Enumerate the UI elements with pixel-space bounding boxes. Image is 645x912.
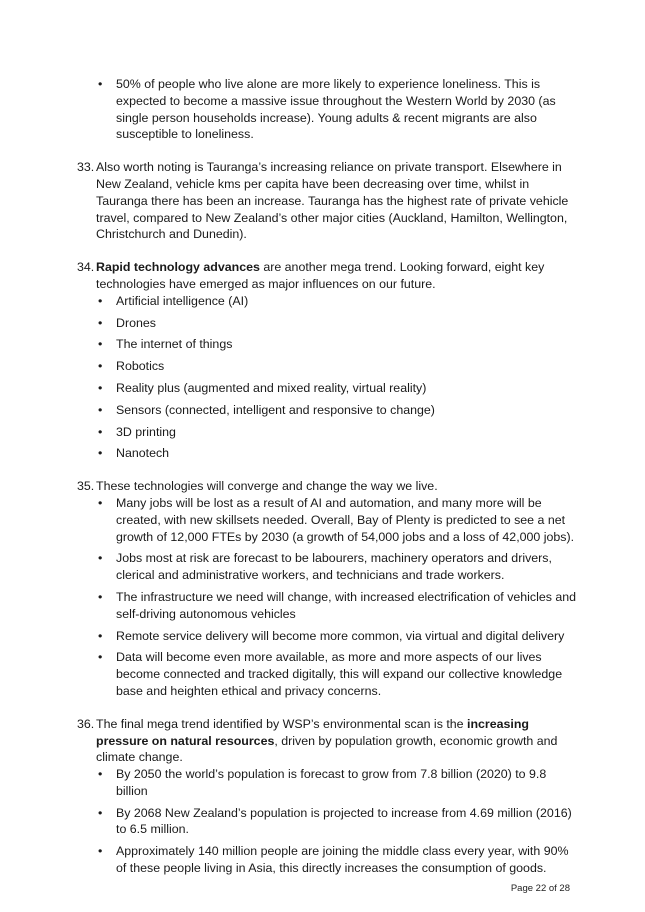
bullet-tech: • Nanotech (96, 445, 577, 462)
item-text: These technologies will converge and change the way we live. (96, 479, 438, 494)
bullet-impact: • Many jobs will be lost as a result of AI and automation, and many more will be created, with new skillsets needed. Overall, Bay of Plenty is predicted to see a net growth of 12,000 FTEs by 2030 (a growth of 54,000 jobs and a loss of 42,000 jobs). (96, 495, 577, 545)
bullet-tech: • Artificial intelligence (AI) (96, 293, 577, 310)
item-bold-text: increasing pressure on natural resources (96, 716, 529, 748)
item-number: 36. (77, 716, 95, 731)
bullet-resources: • Approximately 140 million people are joining the middle class every year, with 90% of these people living in Asia, this directly increases the consumption of goods. (96, 843, 577, 877)
bullet-impact: • The infrastructure we need will change, with increased electrification of vehicles and self-driving autonomous vehicles (96, 589, 577, 623)
bullet-tech: • Drones (96, 315, 577, 332)
bullet-impact: • Jobs most at risk are forecast to be labourers, machinery operators and drivers, clerical and administrative workers, and technicians and trade workers. (96, 550, 577, 584)
bullet-impact: • Data will become even more available, as more and more aspects of our lives become connected and tracked digitally, this will expand our collective knowledge base and heighten ethical and privacy concerns. (96, 649, 577, 699)
item-text: Also worth noting is Tauranga’s increasing reliance on private transport. Elsewhere in New Zealand, vehicle kms per capita have been decreasing over time, whilst in Tauranga there has been an increase. Tauranga has the highest rate of private vehicle travel, compared to New Zealand’s other major cities (Auckland, Hamilton, Wellington, Christchurch and Dunedin). (96, 160, 569, 242)
item-35 (77, 478, 577, 700)
bullet-tech: • The internet of things (96, 336, 577, 353)
item-number: 34. (77, 260, 95, 275)
item-36 (77, 716, 577, 877)
bullet-loneliness: • 50% of people who live alone are more likely to experience loneliness. This is expected to become a massive issue throughout the Western World by 2030 (as single person households increase). Young adults & recent migrants are also susceptible to loneliness. (96, 76, 577, 143)
bullet-impact: • Remote service delivery will become more common, via virtual and digital delivery (96, 628, 577, 645)
bullet-resources: • By 2050 the world’s population is forecast to grow from 7.8 billion (2020) to 9.8 billion (96, 766, 577, 800)
page-content (77, 76, 577, 877)
item-bold-text: Rapid technology advances (96, 260, 260, 275)
item-number: 35. (77, 479, 95, 494)
item-text: are another mega trend. Looking forward, eight key technologies have emerged as major influences on our future. (96, 260, 545, 291)
bullet-resources: • By 2068 New Zealand’s population is projected to increase from 4.69 million (2016) to 6.5 million. (96, 805, 577, 839)
item-34 (77, 259, 577, 462)
item-number: 33. (77, 160, 95, 175)
item-text-before: The final mega trend identified by WSP’s environmental scan is the (96, 716, 467, 731)
bullet-tech: • Reality plus (augmented and mixed reality, virtual reality) (96, 380, 577, 397)
page-number: Page 22 of 28 (510, 883, 570, 894)
item-33 (77, 159, 577, 243)
item-text-after: , driven by population growth, economic growth and climate change. (96, 733, 558, 765)
bullet-tech: • Sensors (connected, intelligent and responsive to change) (96, 402, 577, 419)
bullet-tech: • Robotics (96, 358, 577, 375)
bullet-tech: • 3D printing (96, 424, 577, 441)
